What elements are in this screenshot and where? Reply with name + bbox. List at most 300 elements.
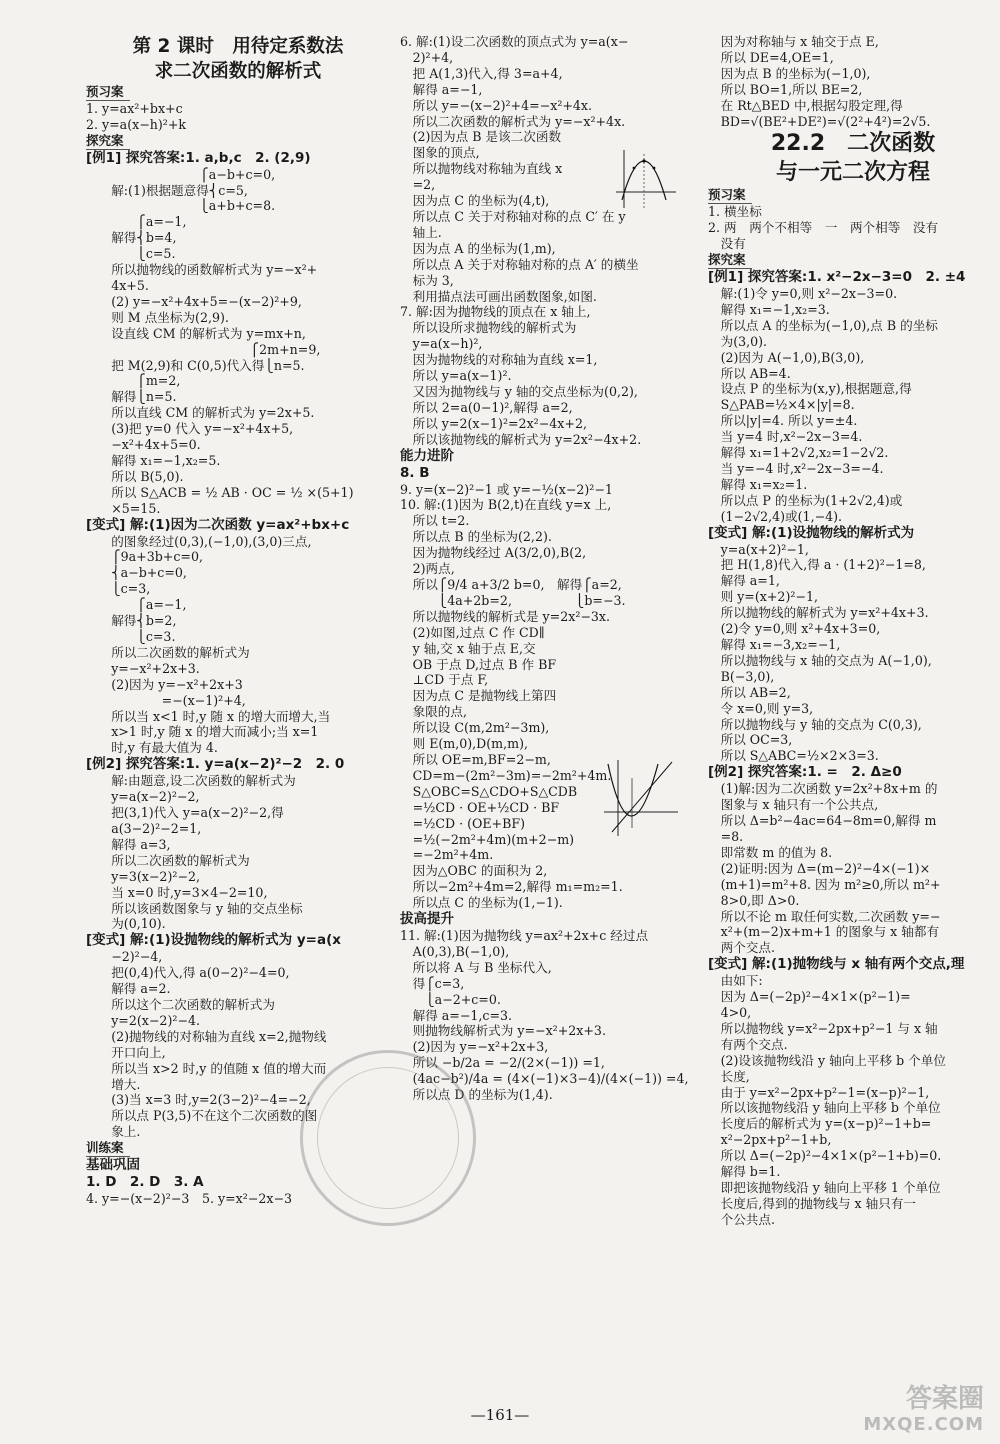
text-row [708,940,998,956]
answer-line: 所以抛物线 y=x²−2px+p²−1 与 x 轴 [708,1020,938,1036]
answer-line: 所以抛物线对称轴为直线 x [400,161,563,177]
text-row [708,1212,998,1228]
section-label: 训练案 [86,1140,130,1157]
answer-line: 因为 Δ=(−2p)²−4×1×(p²−1)= [708,989,911,1005]
text-row [708,493,998,509]
text-row [86,246,390,262]
answer-heading: [变式] 解:(1)设抛物线的解析式为 y=a(x [86,932,341,949]
answer-line: 则 E(m,0),D(m,m), [400,736,528,752]
answer-line: 所以点 C 的坐标为(1,−1). [400,895,563,911]
answer-line: =−2m²+4m. [400,847,494,863]
answer-line: 由如下: [708,973,763,989]
text-row [708,653,998,669]
text-row [400,944,700,960]
answer-line: 所以抛物线的函数解析式为 y=−x²+ [86,262,318,278]
answer-line: =8. [708,828,744,844]
text-row [86,789,390,805]
text-row [86,517,390,534]
answer-heading: 能力进阶 [400,447,454,464]
answer-line: ×5=15. [86,500,161,516]
text-row [86,677,390,693]
text-row [400,304,700,320]
answer-line: 2)两点, [400,561,455,577]
answer-line: (2)设该抛物线沿 y 轴向上平移 b 个单位 [708,1052,946,1068]
text-row [708,1148,998,1164]
answer-line: 把(3,1)代入 y=a(x−2)²−2,得 [86,805,284,821]
text-row [86,1124,390,1140]
text-row [400,593,700,609]
answer-line: (2)因为点 B 是该二次函数 [400,129,562,145]
text-row [400,66,700,82]
answer-line: 所以二次函数的解析式为 y=−x²+4x. [400,113,626,129]
text-row [708,114,998,130]
column-middle [400,34,700,1404]
text-row [708,461,998,477]
watermark-logo: 答案圈 MXQE.COM [863,1384,984,1435]
answer-line: 7. 解:因为抛物线的顶点在 x 轴上, [400,304,591,320]
text-row [86,693,390,709]
text-row [708,764,998,781]
answer-line: ⎧m=2, [86,373,181,389]
answer-line: 解得 a=3, [86,836,171,852]
answer-line: =½CD · (OE+BF) [400,815,525,831]
text-row [708,637,998,653]
text-row [400,529,700,545]
text-row [708,66,998,82]
answer-line: (2)因为 y=−x²+2x+3 [86,676,243,692]
answer-line: 所以抛物线的解析式为 y=x²+4x+3. [708,605,929,621]
answer-line: 的图象经过(0,3),(−1,0),(3,0)三点, [86,533,312,549]
answer-line: 解得⎩n=5. [86,389,177,405]
answer-line: ⎧a=−1, [86,597,187,613]
answer-heading: [例2] 探究答案:1. y=a(x−2)²−2 2. 0 [86,756,345,773]
text-row [400,577,700,593]
text-row [86,1191,390,1207]
answer-line: 所以 AB=4. [708,365,791,381]
answer-line: 所以点 C 关于对称轴对称的点 C′ 在 y [400,208,626,224]
text-row [86,740,390,756]
answer-line: ⎨a−b+c=0, [86,565,187,581]
text-row [400,448,700,465]
text-row [400,1008,700,1024]
answer-line: 所以 AB=2, [708,684,791,700]
answer-line: 所以当 x>2 时,y 的值随 x 值的增大而 [86,1060,327,1076]
answer-line: a(3−2)²−2=1, [86,820,202,836]
answer-line: 所以 Δ=(−2p)²−4×1×(p²−1+b)=0. [708,1148,942,1164]
answer-line: ⎩c=3, [86,581,151,597]
answer-line: 把 H(1,8)代入,得 a · (1+2)²−1=8, [708,557,926,573]
answer-line: 因为点 B 的坐标为(−1,0), [708,65,871,81]
text-row [86,1157,390,1174]
text-row [400,129,700,145]
answer-line: 所以将 A 与 B 坐标代入, [400,959,552,975]
section-title: 求二次函数的解析式 [154,61,322,82]
text-row [86,549,390,565]
answer-line: 没有 [708,236,746,252]
text-row [708,924,998,940]
answer-heading: 基础巩固 [86,1157,140,1174]
text-row [708,685,998,701]
text-row [708,621,998,637]
answer-line: 所以二次函数的解析式为 [86,852,250,868]
text-row [86,932,390,949]
answer-line: (2)因为 A(−1,0),B(3,0), [708,349,865,365]
answer-line: 增大. [86,1076,141,1092]
text-row [400,960,700,976]
text-row [86,901,390,917]
answer-line: CD=m−(2m²−3m)=−2m²+4m. [400,767,612,783]
answer-line: 图象的顶点, [400,145,480,161]
text-row [708,813,998,829]
answer-line: 在 Rt△BED 中,根据勾股定理,得 [708,97,903,113]
text-row [708,989,998,1005]
text-row [86,997,390,1013]
text-row [708,252,998,269]
text-row [400,895,700,911]
text-row [400,352,700,368]
text-row [708,350,998,366]
text-row [86,310,390,326]
text-row [708,1053,998,1069]
answer-line: 9. y=(x−2)²−1 或 y=−½(x−2)²−1 [400,481,613,497]
text-row [708,781,998,797]
answer-line: 开口向上, [86,1044,166,1060]
answer-line: 所以 S△ACB = ½ AB · OC = ½ ×(5+1) [86,484,354,500]
text-row [400,720,700,736]
text-row [708,1164,998,1180]
answer-line: ⎧a−b+c=0, [86,166,276,182]
answer-line: 图象与 x 轴只有一个公共点, [708,797,879,813]
text-row [400,513,700,529]
answer-line: y=a(x−2)²−2, [86,789,200,805]
text-row [86,565,390,581]
text-row [86,437,390,453]
answer-line: 2. y=a(x−h)²+k [86,116,187,132]
answer-line: (2)如图,过点 C 作 CD∥ [400,624,545,640]
text-row [708,1085,998,1101]
answer-line: ⎩4a+2b=2, ⎩b=−3. [400,592,626,608]
text-row [86,1061,390,1077]
text-row [86,84,390,101]
text-row [400,736,700,752]
answer-line: 所以直线 CM 的解析式为 y=2x+5. [86,405,315,421]
text-row [86,485,390,501]
text-row [708,129,998,158]
answer-line: 因为点 A 的坐标为(1,m), [400,240,556,256]
answer-line: x²−2px+p²−1+b, [708,1132,832,1148]
text-row [86,342,390,358]
answer-heading: 拔高提升 [400,911,454,928]
text-row [86,965,390,981]
text-row [86,278,390,294]
text-row [400,1071,700,1087]
answer-line: =½CD · OE+½CD · BF [400,799,560,815]
answer-line: 所以设 C(m,2m²−3m), [400,720,550,736]
answer-line: 则抛物线解析式为 y=−x²+2x+3. [400,1023,606,1039]
text-row [708,445,998,461]
answer-line: 当 y=4 时,x²−2x−3=4. [708,429,863,445]
text-row [86,1077,390,1093]
text-row [86,534,390,550]
answer-line: 长度, [708,1068,750,1084]
answer-line: BD=√(BE²+DE²)=√(2²+4²)=2√5. [708,113,931,129]
text-row [400,672,700,688]
text-row [86,949,390,965]
text-row [86,1140,390,1157]
text-row [400,879,700,895]
answer-line: 为(3,0). [708,333,768,349]
text-row [86,262,390,278]
answer-line: 因为△OBC 的面积为 2, [400,863,548,879]
text-row [400,1023,700,1039]
text-row [400,98,700,114]
answer-line: x>1 时,y 随 x 的增大而减小;当 x=1 [86,724,319,740]
figure-q6-parabola [612,148,678,210]
answer-line: 2)²+4, [400,49,454,65]
answer-line: ⎩a+b+c=8. [86,198,276,214]
page-number: —161— [470,1406,530,1424]
answer-line: 设点 P 的坐标为(x,y),根据题意,得 [708,381,912,397]
answer-line: 解得⎨b=2, [86,613,177,629]
answer-line: S△PAB=½×4×|y|=8. [708,397,855,413]
text-row [708,397,998,413]
answer-heading: 8. B [400,464,430,481]
answer-line: 所以这个二次函数的解析式为 [86,997,275,1013]
text-row [86,294,390,310]
answer-line: 把 A(1,3)代入,得 3=a+4, [400,65,563,81]
text-row [400,336,700,352]
text-row [708,893,998,909]
answer-line: 解:(1)根据题意得⎨c=5, [86,182,248,198]
text-row [708,477,998,493]
text-row [86,133,390,150]
answer-line: OB 于点 D,过点 B 作 BF [400,656,557,672]
text-row [708,573,998,589]
answer-line: ⎩c=5. [86,246,176,262]
answer-line: (3)当 x=3 时,y=2(3−2)²−4=−2, [86,1092,311,1108]
text-row [708,845,998,861]
answer-line: 解得 a=−1, [400,81,483,97]
text-row [708,381,998,397]
answer-line: x²+(m−2)x+m+1 的图象与 x 轴都有 [708,924,940,940]
answer-line: ⊥CD 于点 F, [400,672,489,688]
answer-line: (1)解:因为二次函数 y=2x²+8x+m 的 [708,781,938,797]
text-row [708,557,998,573]
answer-line: 解得 b=1. [708,1164,781,1180]
text-row [400,863,700,879]
answer-line: ⎧9a+3b+c=0, [86,549,203,565]
text-row [708,1037,998,1053]
answer-line: 由于 y=x²−2px+p²−1=(x−p)²−1, [708,1084,930,1100]
answer-line: 因为点 C 的坐标为(4,t), [400,193,550,209]
answer-line: 所以点 P 的坐标为(1+2√2,4)或 [708,492,903,508]
text-row [708,973,998,989]
text-row [400,257,700,273]
text-row [400,482,700,498]
answer-heading: [例1] 探究答案:1. x²−2x−3=0 2. ±4 [708,268,966,285]
text-row [708,158,998,187]
answer-line: 解得 a=2. [86,981,171,997]
text-row [708,50,998,66]
text-row [86,34,390,59]
answer-line: 即把该抛物线沿 y 轴向上平移 1 个单位 [708,1180,941,1195]
answer-line: 所以抛物线与 y 轴的交点为 C(0,3), [708,716,922,732]
text-row [708,717,998,733]
text-row [400,320,700,336]
text-row [708,1132,998,1148]
text-row [86,469,390,485]
text-row [400,641,700,657]
text-row [708,204,998,220]
figure-q10-parabola [600,758,680,838]
answer-line: 1. y=ax²+bx+c [86,100,183,116]
answer-line: 所以 B(5,0). [86,468,184,484]
answer-line: 又因为抛物线与 y 轴的交点坐标为(0,2), [400,383,638,399]
text-row [708,877,998,893]
answer-line: 所以不论 m 取任何实数,二次函数 y=− [708,908,941,924]
text-row [708,542,998,558]
answer-line: 长度后的解析式为 y=(x−p)²−1+b= [708,1116,932,1132]
answer-line: y=a(x−h)², [400,336,483,352]
text-row [708,413,998,429]
answer-line: A(0,3),B(−1,0), [400,943,510,959]
text-row [400,50,700,66]
text-row [86,773,390,789]
text-row [400,609,700,625]
answer-line: 解得⎨b=4, [86,230,177,246]
answer-line: 解得 x₁=1+2√2,x₂=1−2√2. [708,445,889,461]
text-row [86,981,390,997]
text-row [708,302,998,318]
answer-line: 所以 OE=m,BF=2−m, [400,751,551,767]
answer-line: 所以该抛物线沿 y 轴向上平移 b 个单位 [708,1100,941,1116]
answer-line: 把(0,4)代入,得 a(0−2)²−4=0, [86,965,290,981]
answer-line: 即常数 m 的值为 8. [708,844,833,860]
answer-line: (2)因为 y=−x²+2x+3, [400,1039,549,1055]
column-right [708,34,998,1404]
answer-line: 解得 x₁=x₂=1. [708,476,808,492]
answer-line: 4>0, [708,1005,752,1021]
text-row [400,1087,700,1103]
answer-heading: [例1] 探究答案:1. a,b,c 2. (2,9) [86,149,311,166]
text-row [708,701,998,717]
answer-line: ⎩c=3. [86,629,176,644]
text-row [86,214,390,230]
answer-line: (4ac−b²)/4a = (4×(−1)×3−4)/(4×(−1)) =4, [400,1071,689,1087]
text-row [400,82,700,98]
answer-line: 所以 OC=3, [708,732,793,748]
text-row [708,334,998,350]
text-row [708,1196,998,1212]
answer-line: ⎩a−2+c=0. [400,991,501,1007]
text-row [708,748,998,764]
text-row [86,101,390,117]
text-row [400,400,700,416]
text-row [86,581,390,597]
text-row [400,992,700,1008]
section-title: 第 2 课时 用待定系数法 [132,36,344,57]
text-row [86,709,390,725]
answer-line: 因为点 C 是抛物线上第四 [400,688,557,704]
section-label: 预习案 [86,84,130,101]
text-row [708,366,998,382]
text-row [86,756,390,773]
text-row [400,657,700,673]
text-row [708,82,998,98]
text-row [86,421,390,437]
answer-line: 所以 BO=1,所以 BE=2, [708,81,863,97]
answer-line: 所以点 A 的坐标为(−1,0),点 B 的坐标 [708,317,938,333]
text-row [400,497,700,513]
answer-line: 则 y=(x+2)²−1, [708,589,818,605]
answer-line: y=2(x−2)²−4. [86,1012,200,1028]
text-row [708,269,998,286]
answer-heading: [变式] 解:(1)因为二次函数 y=ax²+bx+c [86,516,350,533]
text-row [400,545,700,561]
text-row [86,885,390,901]
answer-line: 轴上. [400,224,442,240]
answer-line: 1. 横坐标 [708,204,762,220]
text-row [708,34,998,50]
text-row [400,432,700,448]
section-label: 预习案 [708,187,752,204]
answer-line: 解得 x₁=−1,x₂=3. [708,301,830,317]
answer-line: (m+1)=m²+8. 因为 m²≥0,所以 m²+ [708,876,941,892]
section-label: 探究案 [708,252,752,269]
text-row [86,869,390,885]
text-row [708,956,998,973]
answer-line: (2)证明:因为 Δ=(m−2)²−4×(−1)× [708,860,931,876]
answer-line: 所以 DE=4,OE=1, [708,49,834,65]
text-row [86,373,390,389]
text-row [708,1021,998,1037]
answer-line: 解:(1)令 y=0,则 x²−2x−3=0. [708,285,898,301]
text-row [86,1029,390,1045]
answer-line: 所以 y=a(x−1)². [400,368,512,384]
answer-line: 时,y 有最大值为 4. [86,740,218,756]
answer-line: 象上. [86,1124,141,1140]
text-row [86,198,390,214]
answer-line: 所以抛物线的解析式是 y=2x²−3x. [400,608,611,624]
answer-line: 所以 2=a(0−1)²,解得 a=2, [400,399,573,415]
text-row [86,1013,390,1029]
answer-line: 4. y=−(x−2)²−3 5. y=x²−2x−3 [86,1191,293,1207]
text-row [86,150,390,167]
text-row [708,429,998,445]
answer-line: 所以 Δ=b²−4ac=64−8m=0,解得 m [708,813,937,829]
text-row [708,1180,998,1196]
answer-line: 则 M 点坐标为(2,9). [86,309,229,325]
answer-line: 所以二次函数的解析式为 [86,644,250,660]
answer-line: 两个交点. [708,940,775,956]
text-row [86,613,390,629]
answer-line: 利用描点法可画出函数图象,如图. [400,288,597,304]
text-row [400,34,700,50]
text-row [400,273,700,289]
text-row [400,225,700,241]
answer-line: 把 M(2,9)和 C(0,5)代入得⎩n=5. [86,357,305,373]
text-row [86,629,390,645]
answer-line: 所以−2m²+4m=2,解得 m₁=m₂=1. [400,879,623,895]
text-row [400,688,700,704]
text-row [86,1108,390,1124]
answer-line: 所以该函数图象与 y 轴的交点坐标 [86,900,303,916]
answer-line: 因为对称轴与 x 轴交于点 E, [708,34,879,49]
answer-line: =2, [400,177,436,193]
text-row [86,183,390,199]
answer-line: 因为抛物线经过 A(3/2,0),B(2, [400,545,587,561]
text-row [86,167,390,183]
